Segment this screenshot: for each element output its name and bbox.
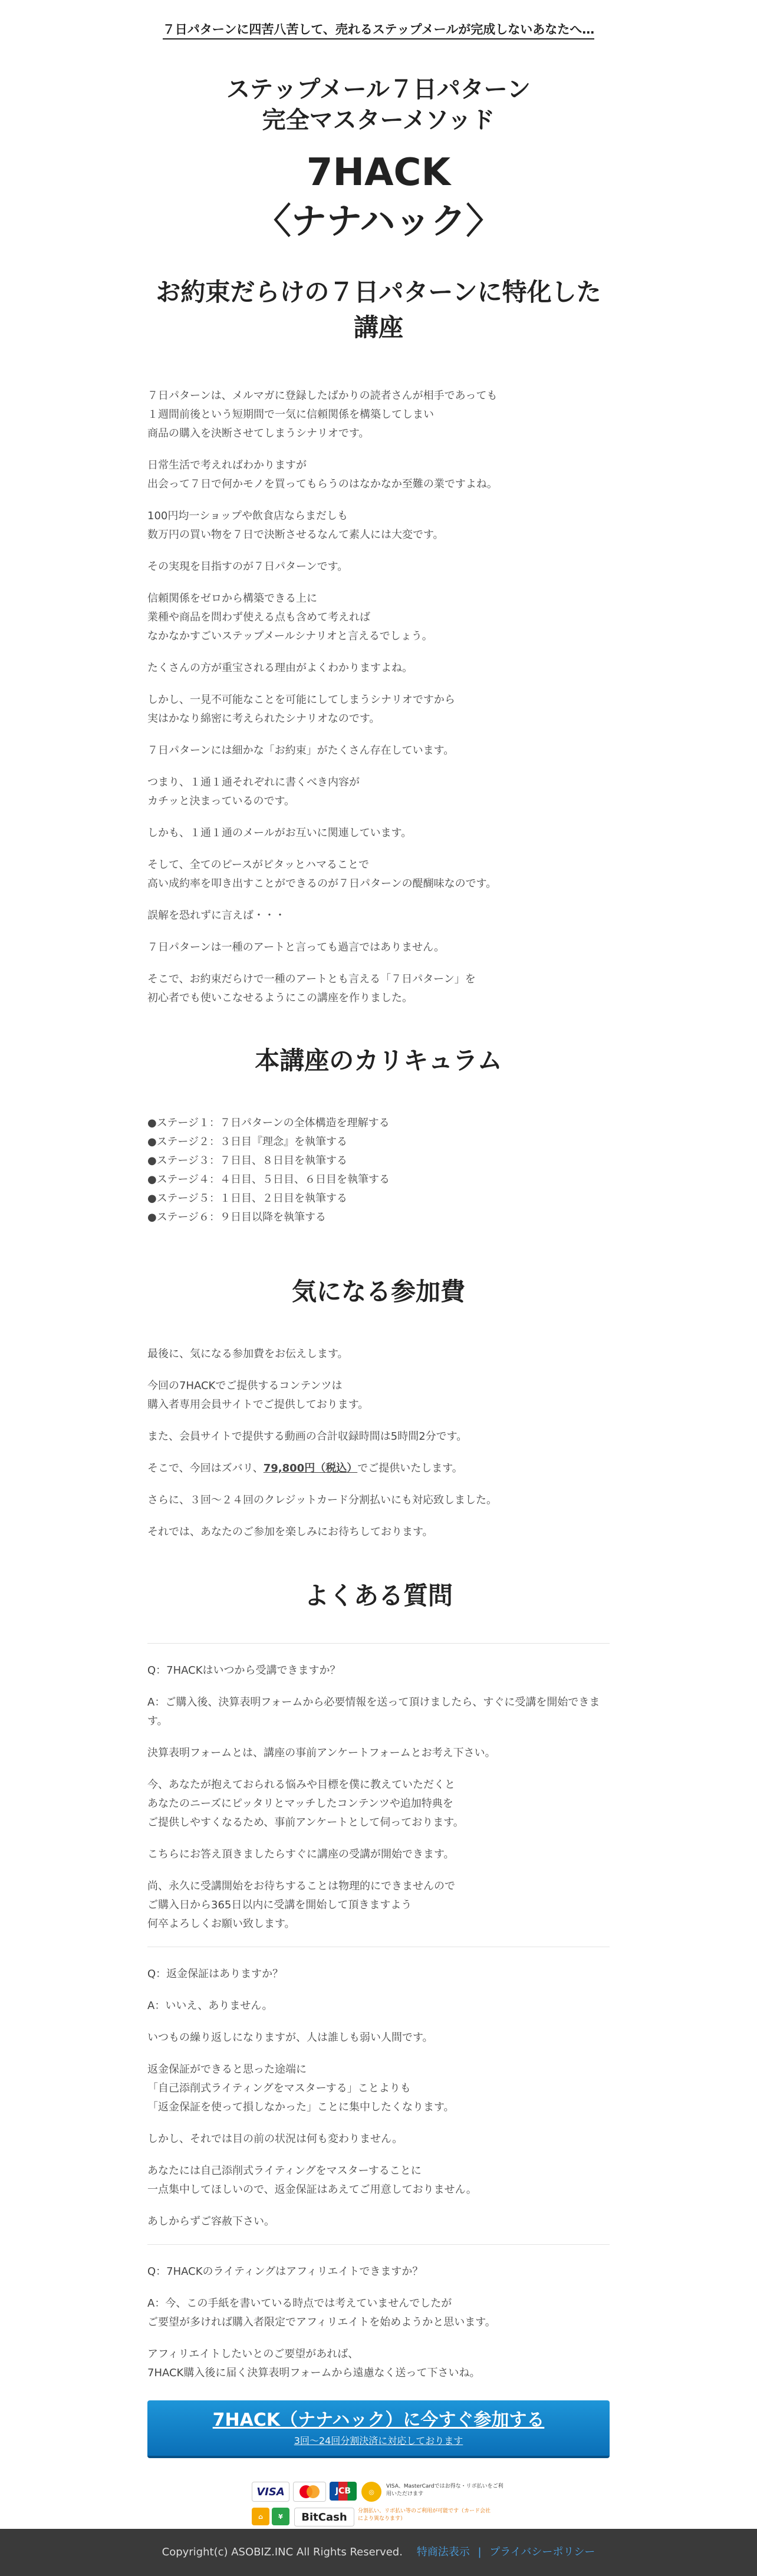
faq-answer: 返金保証ができると思った途端に 「自己添削式ライティングをマスターする」ことよりも 「返金保証を使って損しなかった」ことに集中したくなります。 (147, 2063, 455, 2113)
fee-paragraph: また、会員サイトで提供する動画の合計収録時間は5時間2分です。 (147, 1430, 468, 1443)
faq-item (147, 2244, 610, 2383)
fee-price: 79,800円（税込） (263, 1462, 358, 1475)
intro-paragraph: しかも、１通１通のメールがお互いに関連しています。 (147, 827, 412, 839)
payment-note-2: 分割払い、リボ払い等のご利用が可能です（カード会社により異なります） (358, 2508, 491, 2522)
hero-title-line2: 完全マスターメソッド (262, 107, 495, 134)
fee-paragraph: さらに、３回〜２４回のクレジットカード分割払いにも対応致しました。 (147, 1494, 498, 1506)
hero-title-line1: ステップメール７日パターン (226, 76, 531, 103)
mastercard-circles-icon (297, 2483, 322, 2500)
intro-paragraph: ７日パターンには細かな「お約束」がたくさん存在しています。 (147, 744, 455, 757)
intro-paragraph: つまり、１通１通それぞれに書くべき内容が カチッと決まっているのです。 (147, 776, 360, 807)
tagline-text: ７日パターンに四苦八苦して、売れるステップメールが完成しないあなたへ… (163, 22, 594, 39)
intro-paragraph: そこで、お約束だらけで一種のアートとも言える「７日パターン」を 初心者でも使いこなせるようにこの講座を作りました。 (147, 973, 476, 1004)
fee-price-paragraph (147, 1459, 610, 1478)
payment-note-1: VISA、MasterCardではお得な・リボ払いをご利用いただけます (386, 2483, 503, 2497)
fee-price-before: そこで、今回はズバリ、 (147, 1462, 264, 1475)
site-footer (0, 2529, 757, 2576)
fee-paragraph: 最後に、気になる参加費をお伝えします。 (147, 1348, 348, 1360)
bitcash-logo: BitCash (294, 2508, 354, 2526)
faq-list (147, 1643, 610, 2383)
faq-answer: いつもの繰り返しになりますが、人は誰しも弱い人間です。 (147, 2031, 433, 2044)
curriculum-item: ●ステージ１：７日パターンの全体構造を理解する (147, 1117, 390, 1129)
intro-paragraph: その実現を目指すのが７日パターンです。 (147, 560, 348, 573)
hero-brand: 7HACK (306, 151, 451, 194)
faq-answer: A：ご購入後、決算表明フォームから必要情報を送って頂けましたら、すぐに受講を開始できます。 (147, 1696, 600, 1727)
curriculum-item: ●ステージ４：４日目、５日目、６日目を執筆する (147, 1173, 390, 1186)
faq-answer: あなたには自己添削式ライティングをマスターすることに 一点集中してほしいので、返金保証はあえてご用意しておりません。 (147, 2165, 477, 2196)
intro-paragraph: 100円均一ショップや飲食店ならまだしも 数万円の買い物を７日で決断させるなんて素人には大変です。 (147, 510, 444, 541)
card-brand-circle-icon: ◎ (361, 2482, 381, 2502)
privacy-policy-link[interactable]: プライバシーポリシー (489, 2546, 595, 2558)
faq-item (147, 1643, 610, 1934)
fee-body (147, 1345, 610, 1542)
page-wrapper (147, 0, 610, 2541)
fee-price-after: でご提供いたします。 (357, 1462, 463, 1475)
curriculum-item: ●ステージ２：３日目『理念』を執筆する (147, 1136, 347, 1148)
intro-paragraph: ７日パターンは、メルマガに登録したばかりの読者さんが相手であっても １週間前後という短期間で一気に信頼関係を構築してしまい 商品の購入を決断させてしまうシナリオです。 (147, 390, 498, 440)
mastercard-logo (293, 2482, 326, 2502)
curriculum-item: ●ステージ５：１日目、２日目を執筆する (147, 1192, 347, 1205)
faq-question: Q：返金保証はありますか？ (147, 1968, 284, 1980)
copyright-text: Copyright(c) ASOBIZ.INC All Rights Reserved. (162, 2546, 403, 2558)
bank-transfer-icon: ¥ (272, 2508, 289, 2525)
faq-answer: 今、あなたが抱えておられる悩みや目標を僕に教えていただくと あなたのニーズにピッタリとマッチしたコンテンツや追加特典を ご提供しやすくなるため、事前アンケートとして伺っております。 (147, 1779, 464, 1829)
convenience-store-icon: ⌂ (252, 2508, 269, 2525)
fee-paragraph: それでは、あなたのご参加を楽しみにお待ちしております。 (147, 1526, 433, 1538)
faq-answer: アフィリエイトしたいとのご要望があれば、 7HACK購入後に届く決算表明フォームから遠慮なく送って下さいね。 (147, 2348, 480, 2379)
hero (147, 74, 610, 246)
intro-paragraph: たくさんの方が重宝される理由がよくわかりますよね。 (147, 662, 413, 674)
faq-answer: こちらにお答え頂きましたらすぐに講座の受講が開始できます。 (147, 1848, 455, 1861)
intro-paragraph: 信頼関係をゼロから構築できる上に 業種や商品を問わず使える点も含めて考えれば なかなかすごいステップメールシナリオと言えるでしょう。 (147, 592, 433, 642)
footer-separator: | (478, 2546, 482, 2558)
fee-paragraph: 今回の7HACKでご提供するコンテンツは 購入者専用会員サイトでご提供しております。 (147, 1380, 369, 1411)
join-now-button[interactable] (147, 2400, 610, 2458)
faq-answer: A：今、この手紙を書いている時点では考えていませんでしたが ご要望が多ければ購入者限定でアフィリエイトを始めようかと思います。 (147, 2297, 496, 2328)
intro-heading: お約束だらけの７日パターンに特化した講座 (156, 278, 601, 342)
faq-answer: しかし、それでは目の前の状況は何も変わりません。 (147, 2133, 403, 2145)
faq-item (147, 1947, 610, 2231)
intro-body (147, 387, 610, 1008)
faq-answer: 尚、永久に受講開始をお待ちすることは物理的にできませんので ご購入日から365日以内に受講を開始して頂きますよう 何卒よろしくお願い致します。 (147, 1880, 455, 1930)
fee-heading: 気になる参加費 (291, 1277, 465, 1306)
hero-brand-kana: 〈ナナハック〉 (255, 201, 502, 242)
intro-paragraph: 日常生活で考えればわかりますが 出会って７日で何かモノを買ってもらうのはなかなか至難の業ですよね。 (147, 459, 498, 490)
intro-paragraph: 誤解を恐れずに言えば・・・ (147, 909, 285, 922)
faq-answer: 決算表明フォームとは、講座の事前アンケートフォームとお考え下さい。 (147, 1747, 496, 1759)
jcb-logo: JCB (330, 2482, 357, 2501)
join-now-label: 7HACK（ナナハック）に今すぐ参加する (212, 2410, 545, 2430)
intro-paragraph: しかし、一見不可能なことを可能にしてしまうシナリオですから 実はかなり綿密に考えられたシナリオなのです。 (147, 694, 455, 725)
curriculum-item: ●ステージ６：９日目以降を執筆する (147, 1211, 326, 1223)
visa-logo: VISA (252, 2482, 289, 2502)
intro-paragraph: ７日パターンは一種のアートと言っても過言ではありません。 (147, 941, 445, 954)
curriculum-heading: 本講座のカリキュラム (255, 1046, 502, 1075)
join-now-sublabel: 3回〜24回分割決済に対応しております (294, 2435, 463, 2446)
faq-question: Q：7HACKはいつから受講できますか？ (147, 1664, 341, 1677)
tokushoho-link[interactable]: 特商法表示 (416, 2546, 470, 2558)
curriculum-item: ●ステージ３：７日目、８日目を執筆する (147, 1155, 347, 1167)
faq-heading: よくある質問 (304, 1581, 453, 1610)
faq-question: Q：7HACKのライティングはアフィリエイトできますか？ (147, 2265, 423, 2278)
curriculum-list (147, 1114, 610, 1227)
faq-answer: A：いいえ、ありません。 (147, 2000, 273, 2012)
top-tagline (147, 0, 610, 41)
intro-paragraph: そして、全てのピースがピタッとハマることで 高い成約率を叩き出すことができるのが７日パターンの醍醐味なのです。 (147, 859, 497, 890)
faq-answer: あしからずご容赦下さい。 (147, 2215, 275, 2228)
